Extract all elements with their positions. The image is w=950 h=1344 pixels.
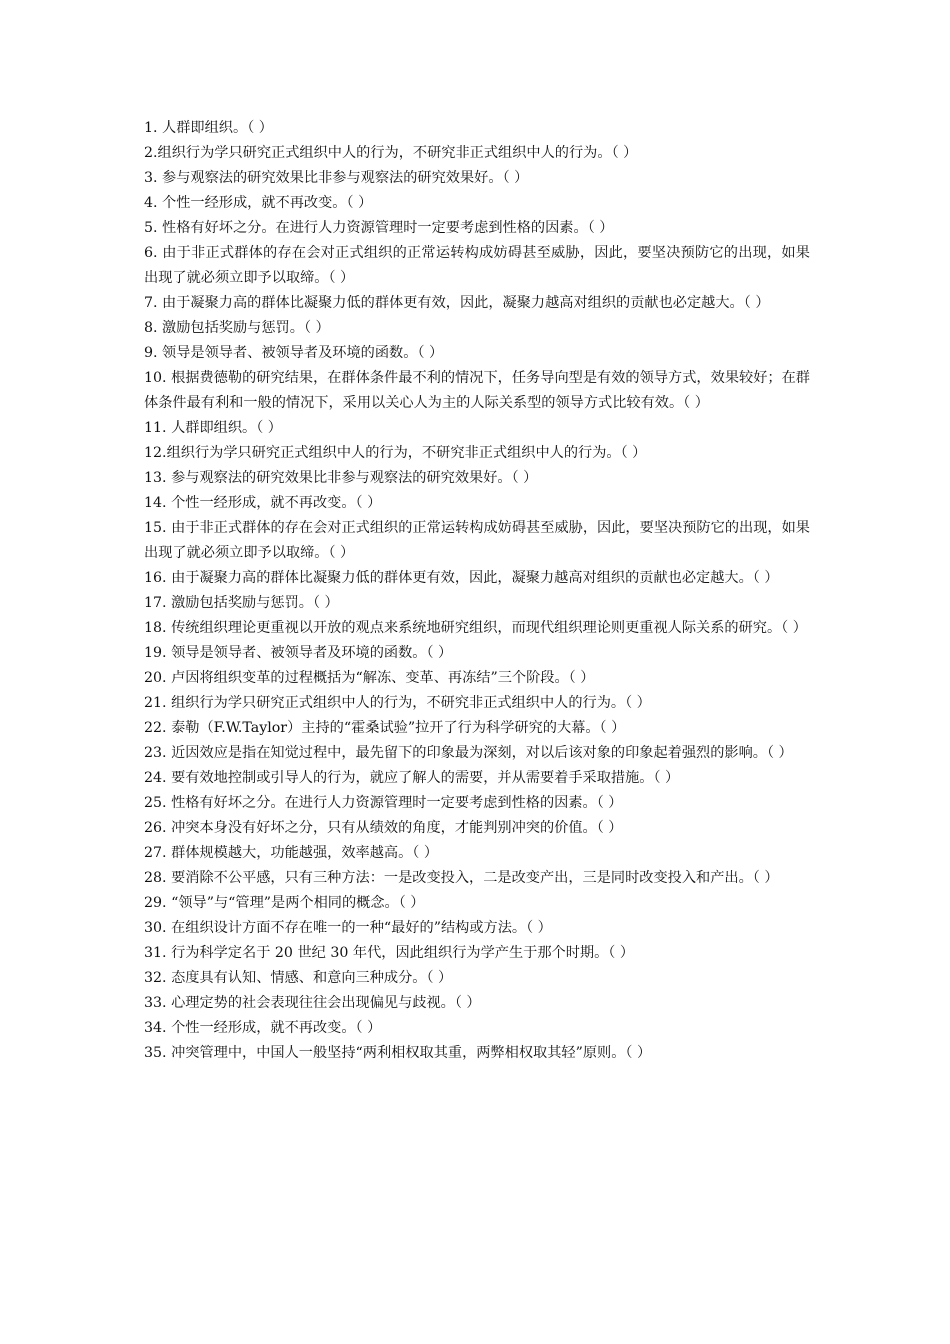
question-item-14: 14. 个性一经形成，就不再改变。（ ） — [144, 495, 382, 511]
question-item-27: 27. 群体规模越大，功能越强，效率越高。（ ） — [144, 845, 439, 861]
question-item-10: 10. 根据费德勒的研究结果，在群体条件最不利的情况下，任务导向型是有效的领导方式，效果较好；在群体条件最有利和一般的情况下，采用以关心人为主的人际关系型的领导方式比较有效。（ ） — [144, 370, 810, 411]
question-item-7: 7. 由于凝聚力高的群体比凝聚力低的群体更有效，因此，凝聚力越高对组织的贡献也必定越大。（ ） — [144, 295, 770, 311]
question-item-16: 16. 由于凝聚力高的群体比凝聚力低的群体更有效，因此，凝聚力越高对组织的贡献也必定越大。（ ） — [144, 570, 779, 586]
question-item-23: 23. 近因效应是指在知觉过程中，最先留下的印象最为深刻，对以后该对象的印象起着强烈的影响。（ ） — [144, 745, 793, 761]
question-item-13: 13. 参与观察法的研究效果比非参与观察法的研究效果好。（ ） — [144, 470, 538, 486]
question-item-1: 1. 人群即组织。（ ） — [144, 120, 273, 136]
document-page — [144, 116, 810, 1066]
question-item-2: 2.组织行为学只研究正式组织中人的行为，不研究非正式组织中人的行为。（ ） — [144, 145, 638, 161]
question-item-25: 25. 性格有好坏之分。在进行人力资源管理时一定要考虑到性格的因素。（ ） — [144, 795, 623, 811]
question-item-24: 24. 要有效地控制或引导人的行为，就应了解人的需要，并从需要着手采取措施。（ ） — [144, 770, 680, 786]
question-item-17: 17. 激励包括奖励与惩罚。（ ） — [144, 595, 339, 611]
question-item-28: 28. 要消除不公平感，只有三种方法：一是改变投入，二是改变产出，三是同时改变投入和产出。（ ） — [144, 870, 779, 886]
question-item-18: 18. 传统组织理论更重视以开放的观点来系统地研究组织，而现代组织理论则更重视人际关系的研究。（ ） — [144, 620, 807, 636]
question-item-33: 33. 心理定势的社会表现往往会出现偏见与歧视。（ ） — [144, 995, 481, 1011]
question-item-30: 30. 在组织设计方面不存在唯一的一种“最好的”结构或方法。（ ） — [144, 920, 552, 936]
question-item-19: 19. 领导是领导者、被领导者及环境的函数。（ ） — [144, 645, 453, 661]
question-item-3: 3. 参与观察法的研究效果比非参与观察法的研究效果好。（ ） — [144, 170, 529, 186]
question-item-21: 21. 组织行为学只研究正式组织中人的行为，不研究非正式组织中人的行为。（ ） — [144, 695, 651, 711]
question-item-20: 20. 卢因将组织变革的过程概括为“解冻、变革、再冻结”三个阶段。（ ） — [144, 670, 595, 686]
question-item-4: 4. 个性一经形成，就不再改变。（ ） — [144, 195, 373, 211]
question-item-11: 11. 人群即组织。（ ） — [144, 420, 282, 436]
question-item-12: 12.组织行为学只研究正式组织中人的行为，不研究非正式组织中人的行为。（ ） — [144, 445, 647, 461]
question-item-9: 9. 领导是领导者、被领导者及环境的函数。（ ） — [144, 345, 444, 361]
question-item-6: 6. 由于非正式群体的存在会对正式组织的正常运转构成妨碍甚至威胁，因此，要坚决预防它的出现，如果出现了就必须立即予以取缔。（ ） — [144, 245, 810, 286]
question-item-22: 22. 泰勒（F.W.Taylor）主持的“霍桑试验”拉开了行为科学研究的大幕。（ ） — [144, 720, 626, 736]
question-item-32: 32. 态度具有认知、情感、和意向三种成分。（ ） — [144, 970, 453, 986]
question-item-31: 31. 行为科学定名于 20 世纪 30 年代，因此组织行为学产生于那个时期。（ ） — [144, 945, 635, 961]
question-item-34: 34. 个性一经形成，就不再改变。（ ） — [144, 1020, 382, 1036]
question-item-35: 35. 冲突管理中，中国人一般坚持“两利相权取其重，两弊相权取其轻”原则。（ ） — [144, 1045, 652, 1061]
question-item-29: 29. “领导”与“管理”是两个相同的概念。（ ） — [144, 895, 425, 911]
question-item-5: 5. 性格有好坏之分。在进行人力资源管理时一定要考虑到性格的因素。（ ） — [144, 220, 614, 236]
question-item-15: 15. 由于非正式群体的存在会对正式组织的正常运转构成妨碍甚至威胁，因此，要坚决预防它的出现，如果出现了就必须立即予以取缔。（ ） — [144, 520, 810, 561]
question-item-26: 26. 冲突本身没有好坏之分，只有从绩效的角度，才能判别冲突的价值。（ ） — [144, 820, 623, 836]
question-item-8: 8. 激励包括奖励与惩罚。（ ） — [144, 320, 330, 336]
